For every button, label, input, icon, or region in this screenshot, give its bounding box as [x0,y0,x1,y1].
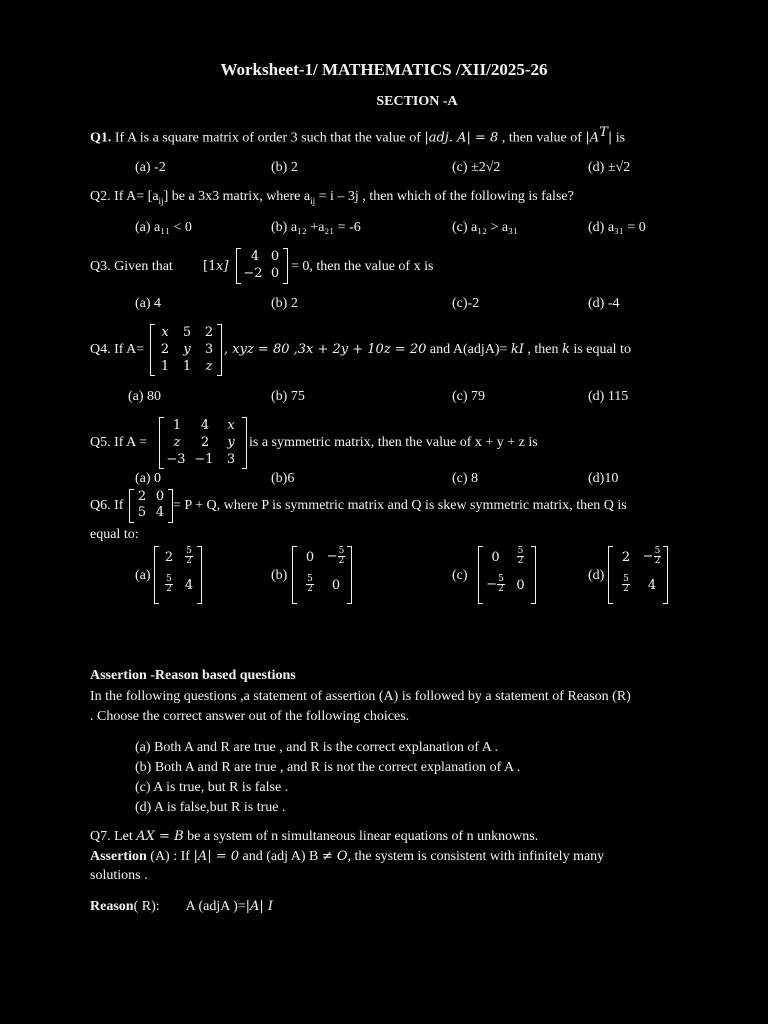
q6-text-c: equal to: [90,527,139,542]
q2-sub-a: ij [158,195,164,206]
q3-option-c: (c)-2 [452,296,480,311]
q7-reason-math: |A| I [245,899,274,914]
q4-text-d: is equal to [569,342,631,357]
q6-option-d-matrix [608,546,668,604]
q2-option-b: (b) a₁₂ +a₂₁ = -6 [271,220,361,235]
q7-math-a: AX = B [136,829,184,844]
q6-text-a: Q6. If [90,498,124,513]
q6-option-b-matrix [292,546,352,604]
q1-number: Q1. [90,130,112,146]
matrix-cell: 3 [226,452,236,467]
ar-intro-2: . Choose the correct answer out of the following choices. [90,709,410,724]
matrix-cell: x [161,325,169,340]
page-title: Worksheet-1/ MATHEMATICS /XII/2025-26 [220,60,548,79]
q2-option-c: (c) a₁₂ > a₃₁ [452,220,518,235]
q6-option-d-label: (d) [588,568,605,583]
ar-heading: Assertion -Reason based questions [90,668,296,683]
question-7 [90,829,538,845]
matrix-cell: − $\frac{5}{2}$ [486,574,504,594]
matrix-cell: x [227,418,235,433]
q7-assert-c: , the system is consistent with infinitely many [347,849,605,864]
matrix-cell: $\frac{5}{2}$ [307,574,313,594]
q5-option-b: (b)6 [271,471,295,486]
matrix-cell: 0 [516,578,525,593]
q1-text-b: , then value of [498,130,586,146]
q7-assert-a: (A) : If [146,849,194,864]
q5-option-a: (a) 0 [135,471,162,486]
q3-option-b: (b) 2 [271,296,298,311]
matrix-cell: z [173,435,181,450]
q1-option-c: (c) ±2√2 [452,160,501,175]
q7-assert-b: and (adj A) B [239,849,322,864]
q6-option-a-label: (a) [135,568,151,583]
matrix-cell: 4 [184,578,194,593]
matrix-cell: $\frac{5}{2}$ [186,546,192,566]
matrix-cell: 5 [137,505,147,520]
q6-text-b: = P + Q, where P is symmetric matrix and Q is skew symmetric matrix, then Q is [173,498,627,513]
q1-math-b-sup: T [599,125,608,140]
matrix-cell: − $\frac{5}{2}$ [326,546,345,566]
q4-option-c: (c) 79 [452,389,486,404]
matrix-cell: 2 [200,435,210,450]
q4-math-a: , xyz = 80 ,3x + 2y + 10z = 20 [224,342,427,357]
matrix-cell: 0 [331,578,341,593]
matrix-cell: 2 [164,550,174,565]
q3-text-b: = 0, then the value of x is [291,259,434,274]
question-1 [90,125,625,147]
matrix-cell: − $\frac{5}{2}$ [642,546,661,566]
q3-option-a: (a) 4 [135,296,162,311]
matrix-cell: 2 [160,342,170,357]
ar-choice-a: (a) Both A and R are true , and R is the correct explanation of A . [135,740,499,755]
q1-math-b: |A [585,130,600,146]
q4-text-b: and A(adjA)= [426,342,511,357]
q3-text-a: Q3. Given that [90,259,173,274]
q3-row-x: x] [216,259,229,274]
q7-text-a: Q7. Let [90,829,137,844]
q6-option-b-label: (b) [271,568,288,583]
matrix-cell: 0 [491,550,500,565]
q2-sub-b: ij [310,195,316,206]
q2-option-a: (a) a₁₁ < 0 [135,220,192,235]
matrix-cell: 2 [137,489,147,504]
q3-option-d: (d) -4 [588,296,620,311]
q7-assert-math-b: ≠ O [321,849,348,864]
matrix-cell: 2 [621,550,631,565]
reason-label: Reason [90,899,134,914]
q1-text-c: is [612,130,626,146]
matrix-cell: 0 [270,266,280,281]
q4-math-b: kI [510,342,524,357]
q4-option-d: (d) 115 [588,389,629,404]
q7-reason-a: ( R): [133,899,160,914]
ar-intro-1: In the following questions ,a statement of assertion (A) is followed by a statement of Reason (R) [90,689,631,704]
q6-option-c-matrix [478,546,536,604]
q1-text-a: If A is a square matrix of order 3 such that the value of [114,130,425,146]
section-heading: SECTION -A [376,94,458,109]
q4-option-b: (b) 75 [271,389,305,404]
q3-row-open: [1 [203,259,217,274]
q1-option-b: (b) 2 [271,160,298,175]
q4-text-c: , then [523,342,563,357]
q7-assert-math-a: |A| = 0 [193,849,240,864]
matrix-cell: 0 [305,550,315,565]
q7-text-b: be a system of n simultaneous linear equations of n unknowns. [183,829,539,844]
matrix-cell: −1 [194,452,214,467]
q6-option-a-matrix [154,546,202,604]
matrix-cell: 3 [204,342,214,357]
ar-choice-d: (d) A is false,but R is true . [135,800,286,815]
matrix-cell: $\frac{5}{2}$ [517,546,524,566]
matrix-cell: 4 [155,505,165,520]
question-2 [90,189,574,206]
q2-text-a: Q2. If A= [a [90,189,159,204]
matrix-cell: 5 [182,325,192,340]
q1-option-d: (d) ±√2 [588,160,631,175]
q4-math-c: k [562,342,570,357]
q7-assert-d: solutions . [90,868,148,883]
matrix-cell: 1 [182,359,192,374]
q6-matrix [129,489,173,523]
q1-math-a: |adj. A| = 8 [424,130,499,146]
matrix-cell: y [227,435,235,450]
matrix-cell: y [183,342,191,357]
matrix-cell: 4 [200,418,210,433]
matrix-cell: 4 [250,249,260,264]
q5-option-d: (d)10 [588,471,619,486]
ar-choice-b: (b) Both A and R are true , and R is not the correct explanation of A . [135,760,521,775]
q4-text-a: Q4. If A= [90,342,145,357]
q4-conditions [224,342,631,358]
q5-option-c: (c) 8 [452,471,479,486]
q1-option-a: (a) -2 [135,160,166,175]
matrix-cell: 1 [172,418,182,433]
q4-option-a: (a) 80 [128,389,162,404]
matrix-cell: 1 [160,359,170,374]
matrix-cell: −3 [166,452,186,467]
q7-reason [90,899,273,915]
q3-matrix [236,248,288,284]
q1-math-b-end: | [607,130,613,146]
q6-option-c-label: (c) [452,568,468,583]
matrix-cell: z [205,359,213,374]
ar-choice-c: (c) A is true, but R is false . [135,780,289,795]
q2-text-b: ] be a 3x3 matrix, where a [163,189,311,204]
q7-reason-b: A (adjA )= [185,899,246,914]
matrix-cell: 4 [647,578,657,593]
q5-matrix [159,417,247,469]
q2-text-c: = i – 3j , then which of the following is false? [315,189,574,204]
matrix-cell: 0 [155,489,165,504]
matrix-cell: 2 [204,325,214,340]
q4-matrix [150,324,222,376]
q5-text-a: Q5. If A = [90,435,147,450]
matrix-cell: $\frac{5}{2}$ [166,574,172,594]
matrix-cell: $\frac{5}{2}$ [623,574,629,594]
matrix-cell: 0 [270,249,280,264]
q5-text-b: is a symmetric matrix, then the value of x + y + z is [249,435,538,450]
assertion-label: Assertion [90,849,147,864]
q2-option-d: (d) a₃₁ = 0 [588,220,646,235]
matrix-cell: −2 [243,266,263,281]
q7-assertion [90,849,604,865]
